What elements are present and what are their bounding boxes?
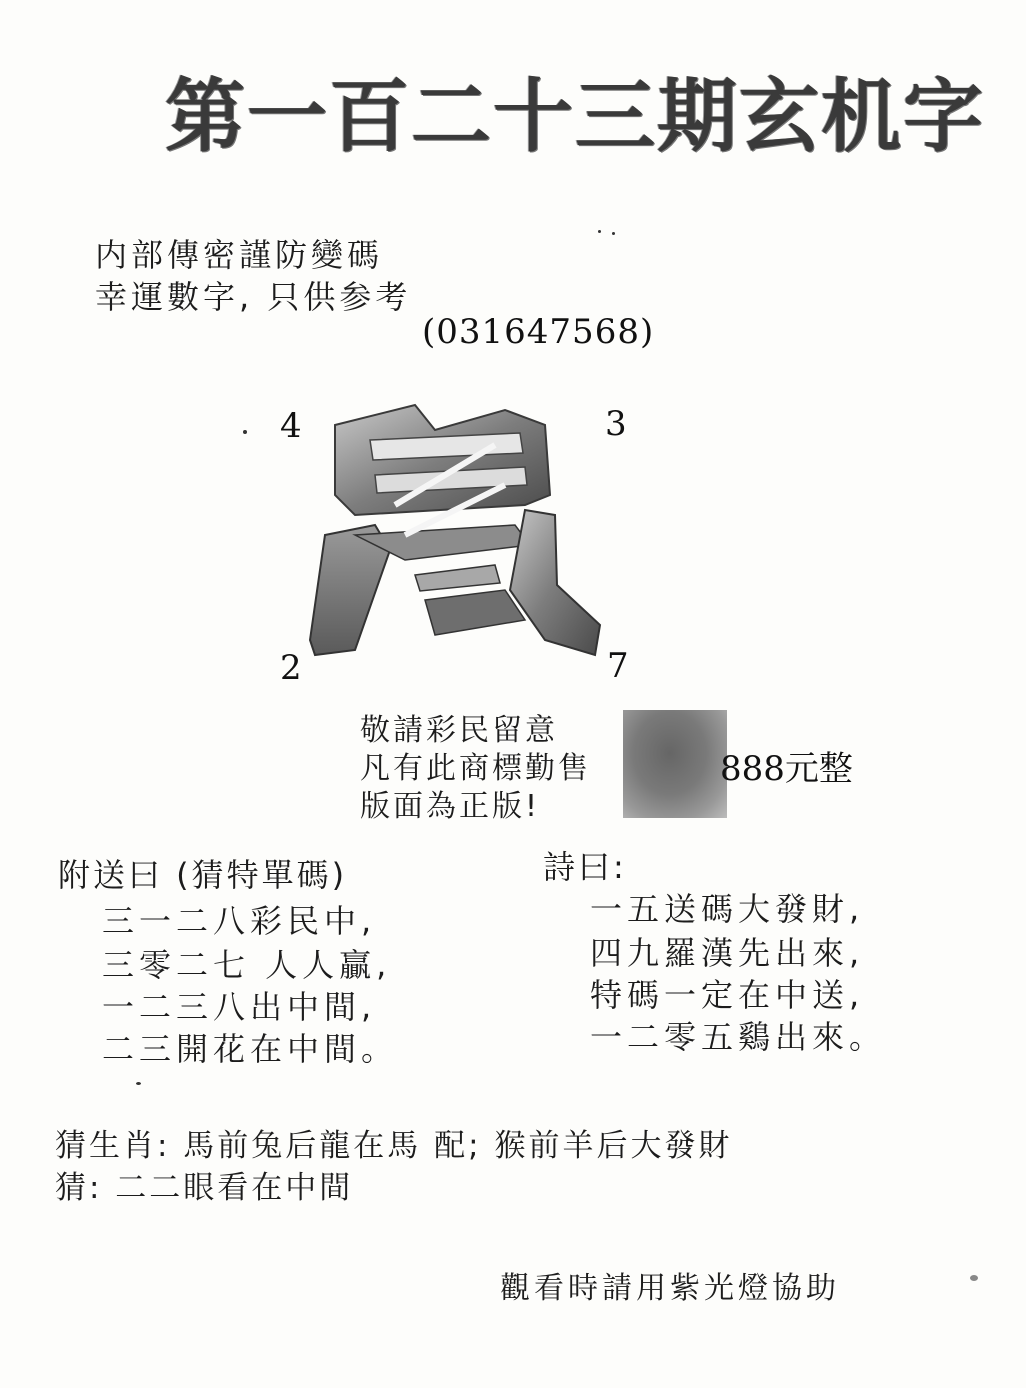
- notice-line-1: 敬請彩民留意: [360, 713, 558, 748]
- intro-line-2: 幸運數字, 只供参考: [95, 278, 412, 316]
- gift-heading: 附送曰 (猜特單碼): [58, 856, 348, 894]
- guess-line: 猜: 二二眼看在中間: [55, 1170, 354, 1206]
- notice-line-2: 凡有此商標勤售: [360, 751, 591, 786]
- notice-line-3: 版面為正版!: [360, 789, 541, 824]
- gift-line: 三一二八彩民中,: [102, 902, 377, 940]
- lucky-code: (031647568): [422, 312, 655, 352]
- poem-line: 特碼一定在中送,: [590, 976, 865, 1014]
- scan-speck: [970, 1275, 978, 1281]
- scan-speck: [136, 1082, 141, 1085]
- gift-line: 二三開花在中間。: [102, 1030, 399, 1068]
- rat-character-emblem: [295, 385, 615, 670]
- emblem-number-top-right: 3: [605, 404, 627, 444]
- poem-line: 一二零五鷄出來。: [590, 1018, 887, 1056]
- page-title: 第一百二十三期玄机字: [165, 70, 985, 163]
- gift-line: 一二三八出中間,: [102, 988, 377, 1026]
- footer-note: 觀看時請用紫光燈協助: [500, 1271, 840, 1306]
- scan-speck: [612, 232, 615, 235]
- poem-heading: 詩曰:: [543, 848, 627, 886]
- scan-speck: [243, 430, 247, 434]
- poem-line: 一五送碼大發財,: [590, 890, 865, 928]
- emblem-number-bottom-right: 7: [607, 646, 629, 686]
- poem-line: 四九羅漢先出來,: [590, 934, 865, 972]
- emblem-number-bottom-left: 2: [280, 648, 302, 688]
- trademark-smudge: [623, 710, 727, 818]
- guess-zodiac-line: 猜生肖: 馬前兔后龍在馬 配; 猴前羊后大發財: [55, 1128, 733, 1164]
- intro-line-1: 内部傳密謹防變碼: [95, 236, 384, 274]
- price-text: 888元整: [720, 749, 853, 789]
- emblem-number-top-left: 4: [280, 406, 302, 446]
- scan-speck: [598, 230, 601, 233]
- gift-line: 三零二七 人人贏,: [102, 946, 392, 984]
